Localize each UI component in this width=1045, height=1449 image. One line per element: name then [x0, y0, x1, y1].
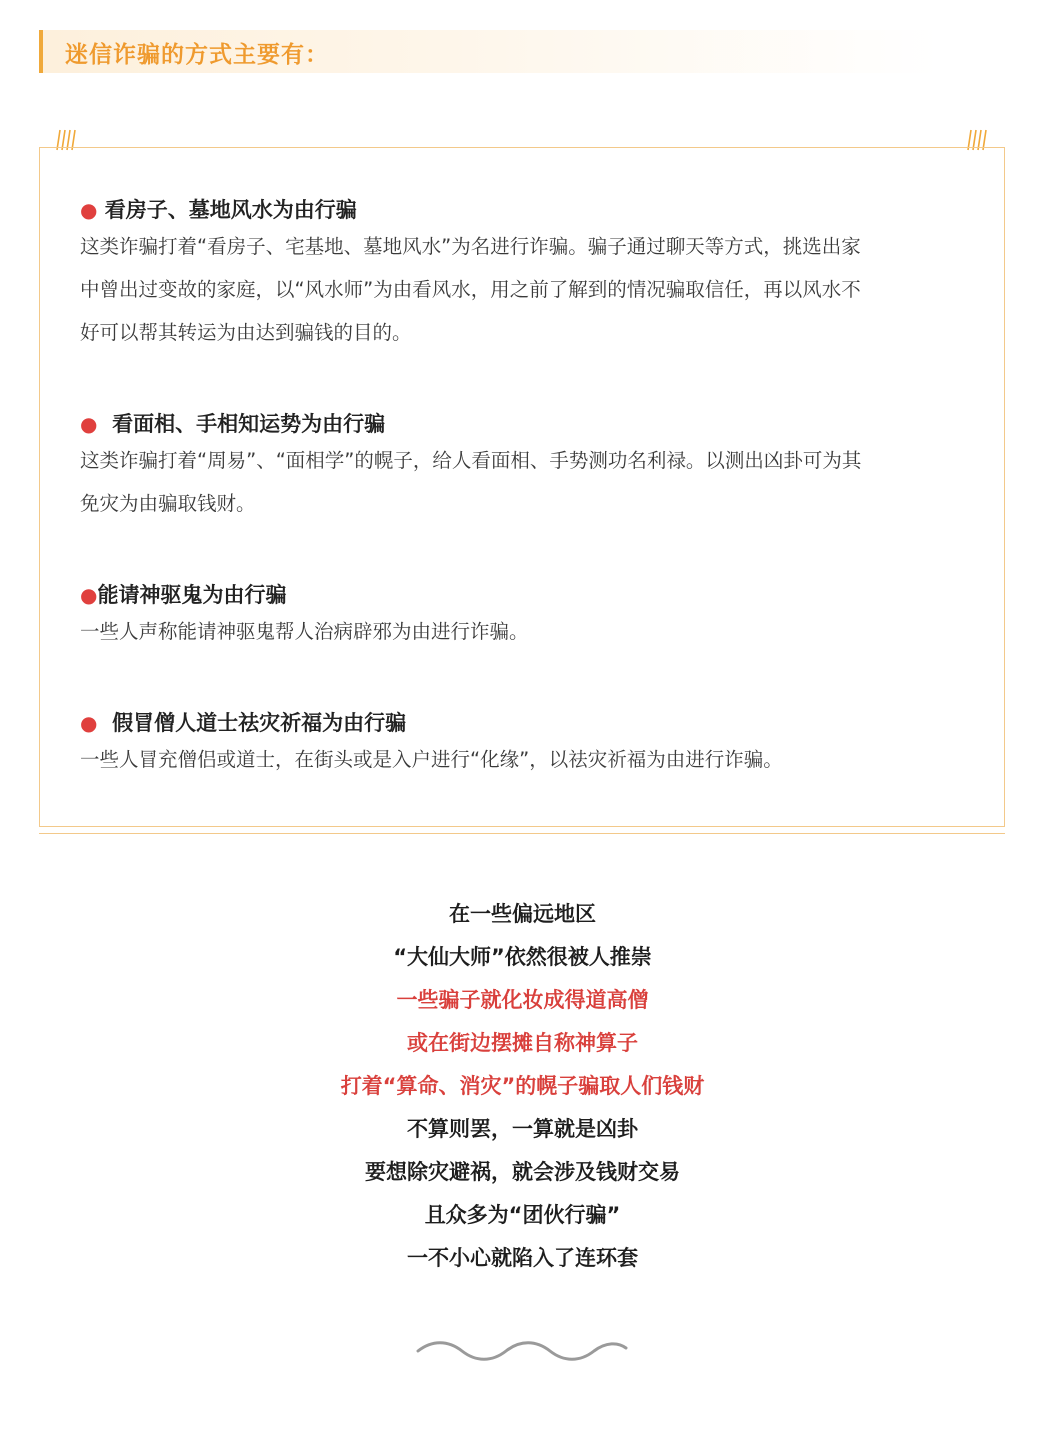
item-line: 这类诈骗打着“周易”、“面相学”的幌子，给人看面相、手势测功名利禄。以测出凶卦可为其: [80, 449, 862, 472]
item-description: [80, 610, 970, 653]
section-header: [39, 30, 939, 73]
scam-item-fake-monk: [80, 708, 970, 781]
wave-divider-icon: [416, 1338, 628, 1364]
bullet-icon: ●: [80, 583, 98, 607]
item-title: [80, 708, 970, 738]
scam-item-exorcism: [80, 580, 970, 653]
bullet-icon: ●: [80, 198, 98, 222]
item-title: [80, 580, 970, 610]
item-title-text: 看面相、手相知运势为由行骗: [112, 412, 386, 436]
poem-line-highlight: 或在街边摆摊自称神算子: [407, 1031, 638, 1055]
poem-line: 要想除灾避祸，就会涉及钱财交易: [365, 1160, 680, 1184]
item-title-text: 假冒僧人道士祛灾祈福为由行骗: [112, 711, 407, 735]
item-line: 免灾为由骗取钱财。: [80, 492, 256, 515]
poem-line: 在一些偏远地区: [449, 902, 596, 926]
warning-poem: [0, 893, 1045, 1280]
item-line: 这类诈骗打着“看房子、宅基地、墓地风水”为名进行诈骗。骗子通过聊天等方式，挑选出家: [80, 235, 861, 258]
item-line: 一些人冒充僧侣或道士，在街头或是入户进行“化缘”，以祛灾祈福为由进行诈骗。: [80, 748, 783, 771]
scam-item-physiognomy: [80, 409, 970, 525]
item-line: 好可以帮其转运为由达到骗钱的目的。: [80, 321, 412, 344]
section-title: 迷信诈骗的方式主要有：: [65, 42, 329, 68]
poem-line: “大仙大师”依然很被人推崇: [393, 945, 652, 969]
item-title-text: 能请神驱鬼为由行骗: [97, 583, 287, 607]
poem-line: 一不小心就陷入了连环套: [407, 1246, 638, 1270]
item-line: 中曾出过变故的家庭，以“风水师”为由看风水，用之前了解到的情况骗取信任，再以风水不: [80, 278, 861, 301]
scam-item-fengshui: [80, 195, 970, 354]
item-title-text: 看房子、墓地风水为由行骗: [104, 198, 357, 222]
frame-underline: [39, 833, 1005, 834]
item-description: [80, 738, 970, 781]
item-title: [80, 195, 970, 225]
item-line: 一些人声称能请神驱鬼帮人治病辟邪为由进行诈骗。: [80, 620, 529, 643]
poem-line-highlight: 打着“算命、消灾”的幌子骗取人们钱财: [340, 1074, 705, 1098]
bullet-icon: ●: [80, 711, 98, 735]
poem-line-highlight: 一些骗子就化妆成得道高僧: [396, 988, 649, 1012]
item-description: [80, 439, 970, 525]
bullet-icon: ●: [80, 412, 98, 436]
poem-line: 且众多为“团伙行骗”: [424, 1203, 621, 1227]
poem-line: 不算则罢，一算就是凶卦: [407, 1117, 638, 1141]
item-title: [80, 409, 970, 439]
item-description: [80, 225, 970, 354]
